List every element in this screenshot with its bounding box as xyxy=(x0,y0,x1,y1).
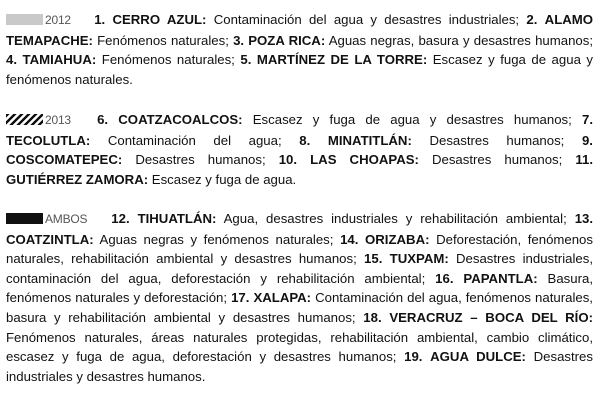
entry-7: 7. TECOLUTLA: Contaminación del agua; xyxy=(6,112,593,148)
entry-description: Aguas negras y fenómenos naturales; xyxy=(99,231,334,247)
legend-label: 2012 xyxy=(45,13,71,27)
legend-swatch-gray xyxy=(6,14,43,25)
entry-description: Desastres humanos; xyxy=(429,132,565,148)
municipality-name: POZA RICA: xyxy=(248,32,326,48)
group-ambos-paragraph xyxy=(6,209,593,386)
entry-description: Desastres humanos; xyxy=(135,152,266,168)
entry-description: Contaminación del agua, fenómenos naturales, basura y rehabilitación ambiental y desastres humanos; xyxy=(6,290,593,325)
entry-description: Fenómenos naturales, áreas naturales protegidas, rehabilitación ambiental, cambio climático, escasez y fuga de agua, deforestación y desastres humanos; xyxy=(6,329,593,365)
entry-14: 14. ORIZABA: Deforestación, fenómenos naturales, rehabilitación ambiental y desastres humanos; xyxy=(6,231,593,267)
legend-label: 2013 xyxy=(45,113,71,127)
entry-description: Deforestación, fenómenos naturales, rehabilitación ambiental y desastres humanos; xyxy=(6,231,593,267)
entry-description: Desastres industriales y desastres humanos. xyxy=(6,349,593,384)
municipality-name: ORIZABA: xyxy=(365,231,430,247)
entry-description: Agua, desastres industriales y rehabilitación ambiental; xyxy=(223,211,567,226)
municipality-name: LAS CHOAPAS: xyxy=(310,152,419,168)
legend-swatch-hatched xyxy=(6,114,43,125)
municipality-name: MARTÍNEZ DE LA TORRE: xyxy=(256,52,428,68)
municipality-name: CERRO AZUL: xyxy=(112,12,207,27)
municipality-name: COATZACOALCOS: xyxy=(118,112,243,127)
legend-2012 xyxy=(6,10,71,31)
legend-ambos xyxy=(6,209,87,230)
group-2012-paragraph xyxy=(6,10,593,89)
legend-swatch-black xyxy=(6,213,43,224)
municipality-name: COSCOMATEPEC: xyxy=(6,152,123,168)
municipality-name: XALAPA: xyxy=(253,290,312,306)
group-2013-paragraph xyxy=(6,110,593,189)
entry-description: Contaminación del agua; xyxy=(107,132,282,148)
entry-11: 11. GUTIÉRREZ ZAMORA: Escasez y fuga de agua. xyxy=(6,152,593,187)
municipality-name: ALAMO TEMAPACHE: xyxy=(6,12,594,48)
legend-2013 xyxy=(6,110,71,131)
entry-12: 12. TIHUATLÁN: Agua, desastres industriales y rehabilitación ambiental; xyxy=(111,211,567,226)
municipality-name: VERACRUZ – BOCA DEL RÍO: xyxy=(389,309,593,325)
entry-description: Contaminación del agua y desastres industriales; xyxy=(213,12,520,27)
entry-15: 15. TUXPAM: Desastres industriales, contaminación del agua, deforestación y rehabilitación ambiental; xyxy=(6,251,593,286)
municipality-name: TIHUATLÁN: xyxy=(137,211,217,226)
municipality-name: AGUA DULCE: xyxy=(430,349,526,365)
entry-2: 2. ALAMO TEMAPACHE: Fenómenos naturales; xyxy=(6,12,594,48)
entry-description: Escasez y fuga de agua y fenómenos naturales. xyxy=(6,52,593,87)
municipality-name: TAMIAHUA: xyxy=(22,52,97,68)
municipality-name: PAPANTLA: xyxy=(463,270,538,286)
entry-description: Desastres industriales, contaminación del agua, deforestación y rehabilitación ambiental; xyxy=(6,251,593,286)
entry-18: 18. VERACRUZ – BOCA DEL RÍO: Fenómenos naturales, áreas naturales protegidas, rehabilitación ambiental, cambio climático, escasez y fuga de agua, deforestación y desastres humanos; xyxy=(6,309,593,365)
municipality-name: TUXPAM: xyxy=(389,251,449,267)
entry-description: Basura, fenómenos naturales y deforestación; xyxy=(6,270,593,306)
entry-9: 9. COSCOMATEPEC: Desastres humanos; xyxy=(6,132,593,168)
municipality-name: MINATITLÁN: xyxy=(327,132,412,148)
entry-8: 8. MINATITLÁN: Desastres humanos; xyxy=(299,132,565,148)
municipality-name: GUTIÉRREZ ZAMORA: xyxy=(6,171,149,187)
entry-description: Desastres humanos; xyxy=(431,152,563,168)
entry-3: 3. POZA RICA: Aguas negras, basura y desastres humanos; xyxy=(233,32,594,48)
entry-description: Fenómenos naturales; xyxy=(97,32,229,48)
entry-description: Aguas negras, basura y desastres humanos; xyxy=(328,32,594,48)
municipality-name: COATZINTLA: xyxy=(6,231,94,247)
entry-19: 19. AGUA DULCE: Desastres industriales y desastres humanos. xyxy=(6,349,593,384)
entry-description: Fenómenos naturales; xyxy=(101,52,235,68)
entry-4: 4. TAMIAHUA: Fenómenos naturales; xyxy=(6,52,235,68)
entry-description: Escasez y fuga de agua y desastres humanos; xyxy=(252,112,572,127)
entry-10: 10. LAS CHOAPAS: Desastres humanos; xyxy=(278,152,563,168)
entry-1: 1. CERRO AZUL: Contaminación del agua y desastres industriales; xyxy=(94,12,520,27)
entry-description: Escasez y fuga de agua. xyxy=(151,171,297,187)
entry-5: 5. MARTÍNEZ DE LA TORRE: Escasez y fuga de agua y fenómenos naturales. xyxy=(6,52,593,87)
entry-16: 16. PAPANTLA: Basura, fenómenos naturales y deforestación; xyxy=(6,270,593,306)
municipality-name: TECOLUTLA: xyxy=(6,132,91,148)
entry-6: 6. COATZACOALCOS: Escasez y fuga de agua y desastres humanos; xyxy=(97,112,572,127)
entry-17: 17. XALAPA: Contaminación del agua, fenómenos naturales, basura y rehabilitación ambiental y desastres humanos; xyxy=(6,290,593,325)
entry-13: 13. COATZINTLA: Aguas negras y fenómenos naturales; xyxy=(6,211,594,247)
legend-label: AMBOS xyxy=(45,212,88,226)
